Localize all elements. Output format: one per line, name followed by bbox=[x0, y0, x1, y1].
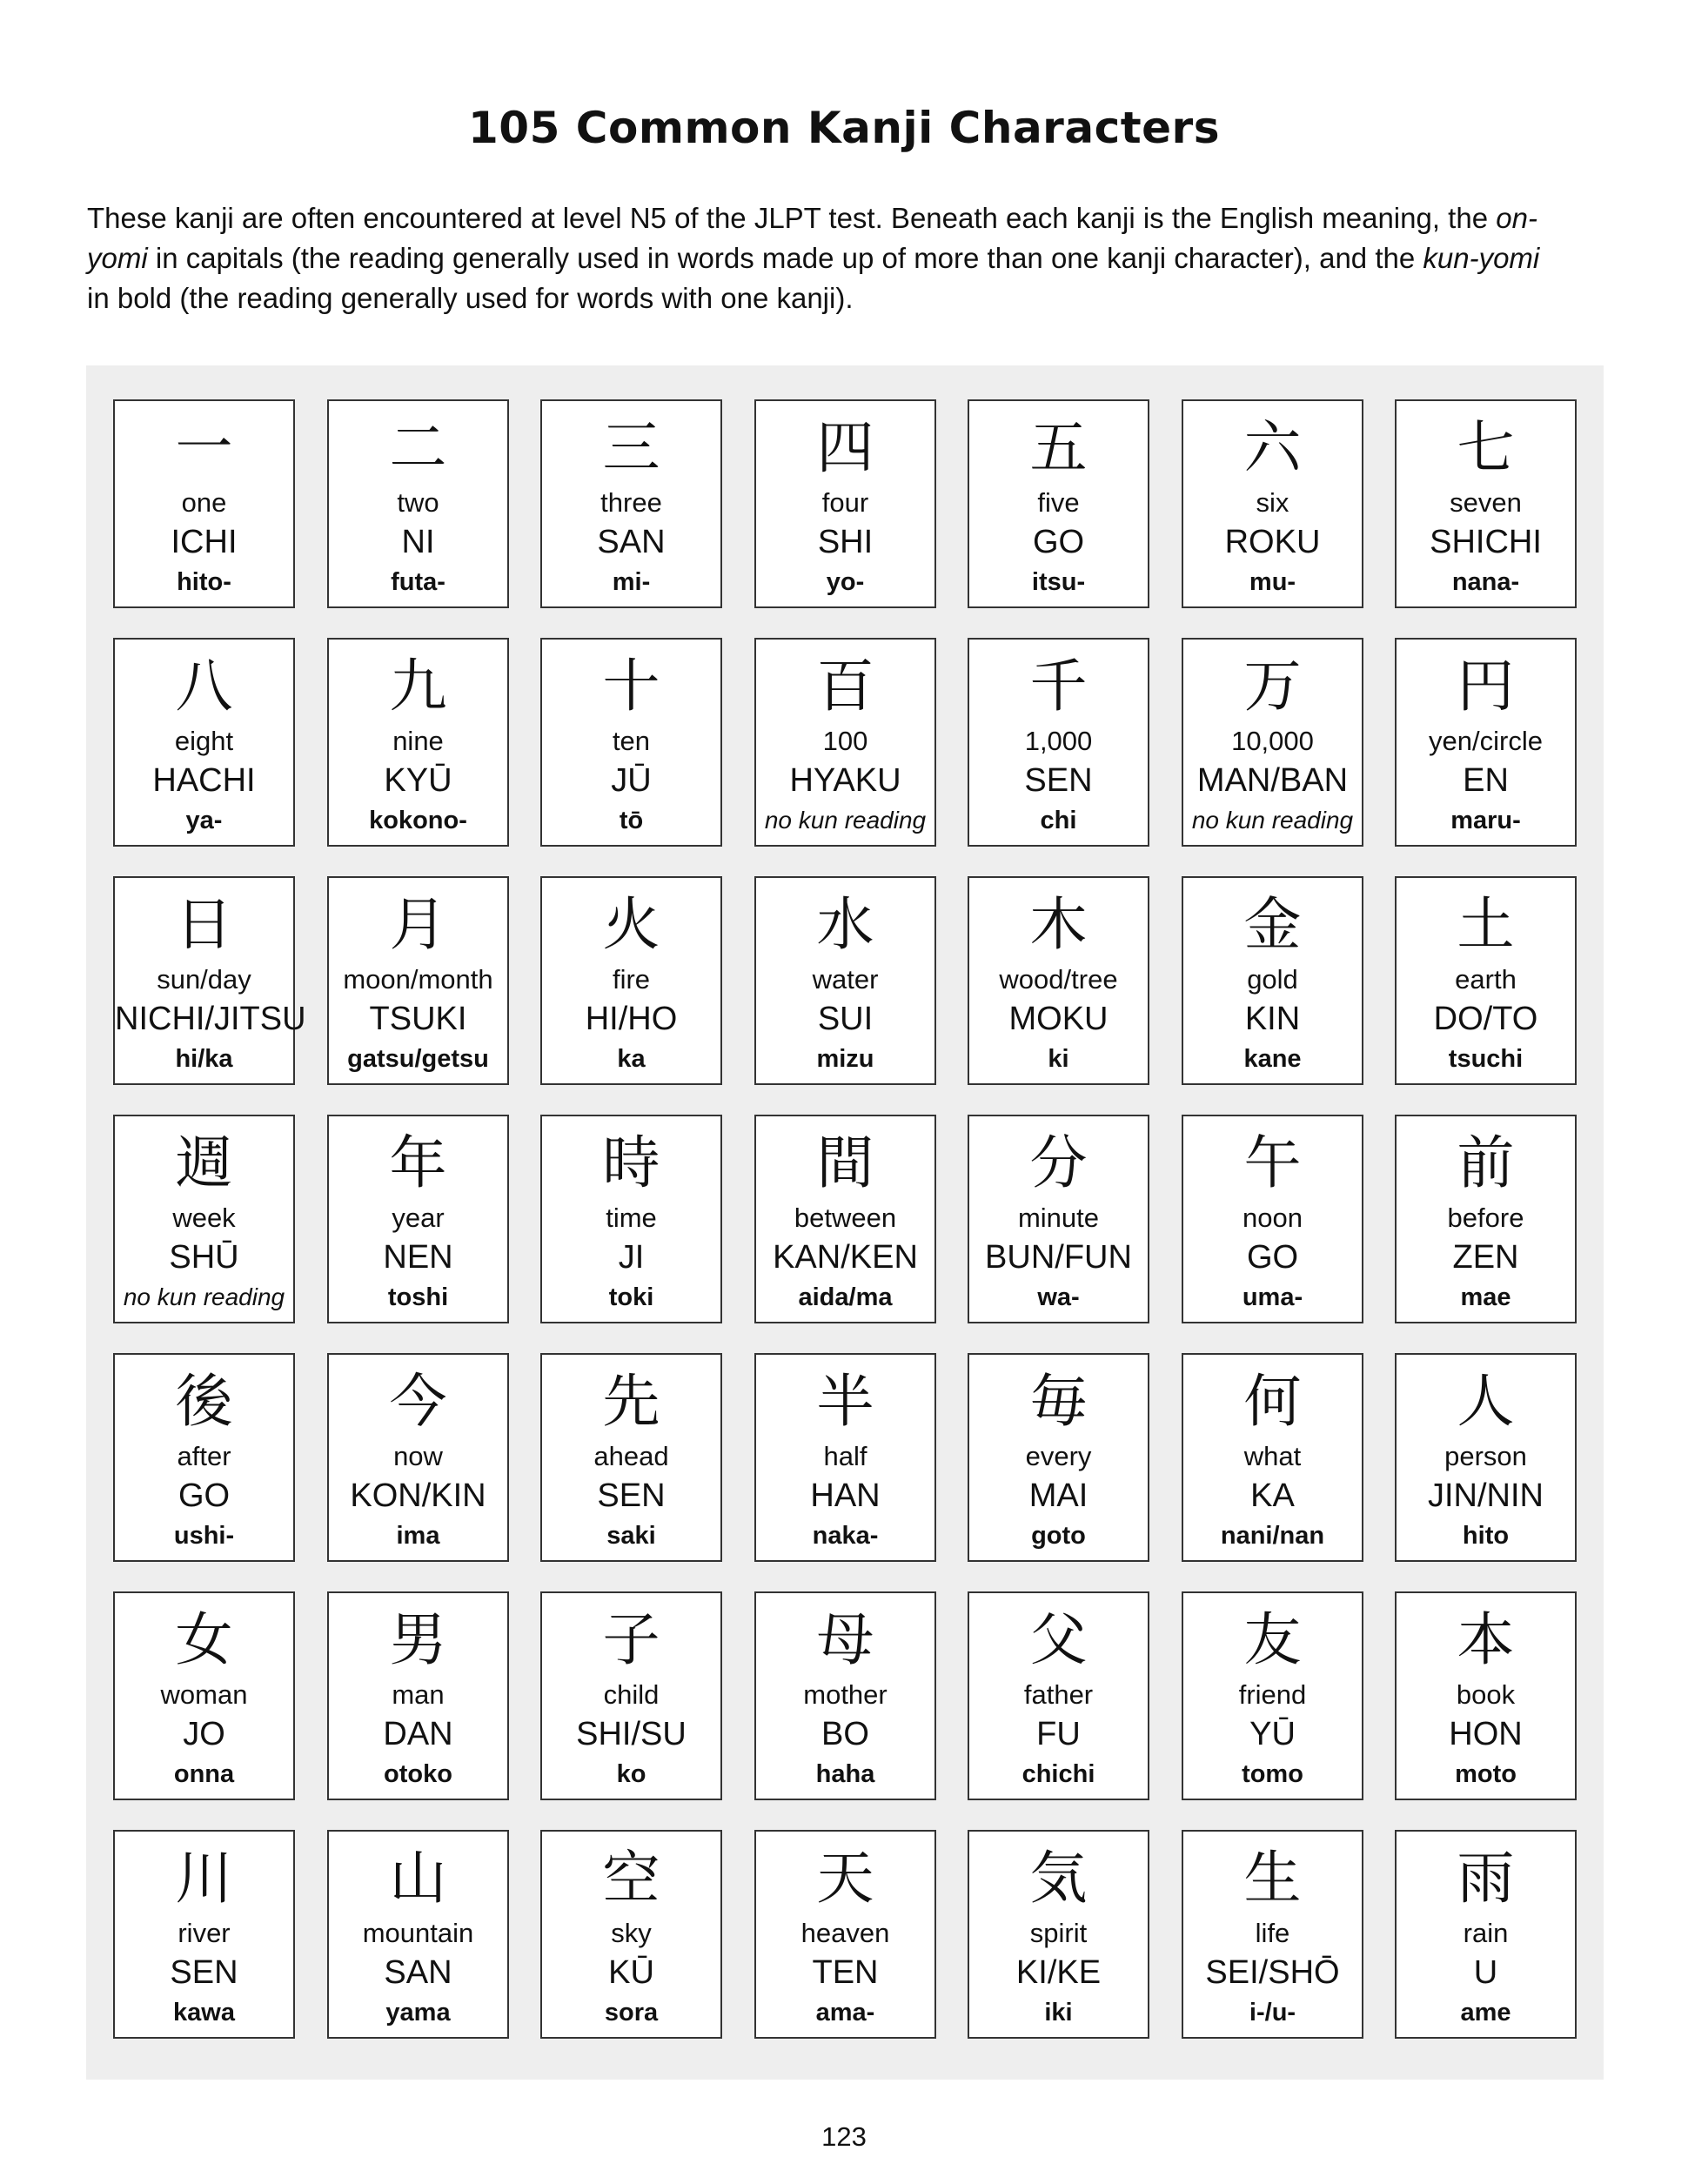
on-yomi-reading: SEI/SHŌ bbox=[1205, 1954, 1340, 1991]
on-yomi-reading: KON/KIN bbox=[350, 1477, 486, 1514]
kanji-meaning: mother bbox=[803, 1679, 888, 1710]
kanji-meaning: seven bbox=[1450, 487, 1522, 518]
kun-yomi-reading: no kun reading bbox=[764, 807, 927, 834]
kanji-meaning: person bbox=[1444, 1441, 1527, 1471]
kun-yomi-reading: haha bbox=[815, 1760, 875, 1788]
kanji-character: 四 bbox=[816, 414, 874, 481]
kanji-meaning: gold bbox=[1247, 964, 1298, 995]
kanji-character: 友 bbox=[1243, 1606, 1302, 1673]
kun-yomi-reading: toshi bbox=[387, 1283, 449, 1311]
kanji-card bbox=[1182, 638, 1363, 847]
on-yomi-reading: GO bbox=[178, 1477, 231, 1514]
kanji-meaning: earth bbox=[1455, 964, 1517, 995]
kanji-card bbox=[113, 399, 295, 608]
kanji-meaning: four bbox=[821, 487, 869, 518]
kun-yomi-reading: mizu bbox=[816, 1045, 874, 1073]
kun-yomi-reading: tō bbox=[619, 807, 644, 834]
on-yomi-reading: SHICHI bbox=[1430, 524, 1542, 560]
on-yomi-reading: KŪ bbox=[608, 1954, 654, 1991]
kun-yomi-reading: itsu- bbox=[1031, 568, 1086, 596]
kanji-character: 午 bbox=[1243, 1129, 1302, 1196]
on-yomi-reading: U bbox=[1473, 1954, 1498, 1991]
kanji-card bbox=[754, 638, 936, 847]
kun-yomi-reading: saki bbox=[606, 1522, 656, 1550]
kanji-meaning: woman bbox=[160, 1679, 248, 1710]
kun-yomi-reading: yo- bbox=[826, 568, 865, 596]
kun-yomi-reading: ame bbox=[1460, 1999, 1511, 2027]
kanji-meaning: rain bbox=[1463, 1918, 1509, 1948]
kun-yomi-reading: ama- bbox=[815, 1999, 875, 2027]
on-yomi-reading: DAN bbox=[383, 1716, 453, 1752]
kanji-character: 前 bbox=[1457, 1129, 1515, 1196]
kanji-card bbox=[327, 1353, 509, 1562]
kun-yomi-reading: no kun reading bbox=[123, 1283, 285, 1310]
kanji-meaning: sun/day bbox=[157, 964, 251, 995]
kanji-card bbox=[754, 1353, 936, 1562]
kun-yomi-reading: toki bbox=[608, 1283, 654, 1311]
kanji-meaning: nine bbox=[392, 726, 444, 756]
kanji-character: 五 bbox=[1029, 414, 1088, 481]
kanji-character: 八 bbox=[175, 653, 233, 720]
kanji-meaning: year bbox=[392, 1203, 445, 1233]
kanji-character: 二 bbox=[389, 414, 447, 481]
kanji-panel bbox=[86, 365, 1604, 2080]
kanji-card bbox=[968, 1115, 1149, 1323]
kun-yomi-reading: aida/ma bbox=[798, 1283, 893, 1311]
kanji-character: 本 bbox=[1457, 1606, 1515, 1673]
kanji-meaning: between bbox=[794, 1203, 897, 1233]
kanji-character: 天 bbox=[816, 1845, 874, 1912]
on-yomi-reading: KYŪ bbox=[384, 762, 452, 799]
kanji-meaning: now bbox=[393, 1441, 443, 1471]
kanji-card bbox=[1395, 1115, 1577, 1323]
on-yomi-reading: KAN/KEN bbox=[773, 1239, 918, 1276]
kanji-card bbox=[327, 638, 509, 847]
on-yomi-reading: JO bbox=[183, 1716, 225, 1752]
kanji-card bbox=[1395, 1591, 1577, 1800]
kanji-meaning: two bbox=[397, 487, 439, 518]
kanji-character: 今 bbox=[389, 1368, 447, 1435]
kun-yomi-reading: hito bbox=[1462, 1522, 1510, 1550]
kun-yomi-reading: onna bbox=[173, 1760, 235, 1788]
kanji-card bbox=[113, 876, 306, 1085]
kanji-character: 火 bbox=[602, 891, 660, 958]
kun-yomi-reading: tsuchi bbox=[1448, 1045, 1524, 1073]
kun-yomi-reading: moto bbox=[1455, 1760, 1517, 1788]
intro-text-2: in capitals (the reading generally used in words made up of more than one kanji character), and the bbox=[147, 242, 1423, 274]
kanji-meaning: ahead bbox=[593, 1441, 669, 1471]
kanji-character: 七 bbox=[1457, 414, 1515, 481]
kanji-character: 時 bbox=[602, 1129, 660, 1196]
kanji-meaning: water bbox=[812, 964, 879, 995]
kanji-card bbox=[113, 1115, 295, 1323]
kanji-meaning: 100 bbox=[822, 726, 868, 756]
kanji-character: 土 bbox=[1457, 891, 1515, 958]
kanji-card bbox=[540, 876, 722, 1085]
kanji-meaning: friend bbox=[1238, 1679, 1307, 1710]
kanji-character: 木 bbox=[1029, 891, 1088, 958]
on-yomi-reading: DO/TO bbox=[1433, 1001, 1538, 1037]
kanji-character: 母 bbox=[816, 1606, 874, 1673]
kanji-card bbox=[968, 1353, 1149, 1562]
on-yomi-term: on-yomi bbox=[87, 202, 1537, 274]
kanji-meaning: spirit bbox=[1029, 1918, 1088, 1948]
kanji-meaning: three bbox=[600, 487, 662, 518]
kanji-character: 十 bbox=[602, 653, 660, 720]
intro-text-3: in bold (the reading generally used for words with one kanji). bbox=[87, 282, 854, 314]
on-yomi-reading: FU bbox=[1036, 1716, 1081, 1752]
kun-yomi-reading: sora bbox=[604, 1999, 659, 2027]
kanji-card bbox=[754, 1591, 936, 1800]
kanji-character: 山 bbox=[389, 1845, 447, 1912]
kun-yomi-reading: mu- bbox=[1249, 568, 1296, 596]
kanji-card bbox=[754, 1115, 936, 1323]
kanji-meaning: fire bbox=[612, 964, 651, 995]
kanji-meaning: ten bbox=[612, 726, 651, 756]
kanji-character: 空 bbox=[602, 1845, 660, 1912]
on-yomi-reading: ZEN bbox=[1452, 1239, 1519, 1276]
kun-yomi-reading: i-/u- bbox=[1249, 1999, 1296, 2027]
kun-yomi-reading: no kun reading bbox=[1191, 807, 1354, 834]
on-yomi-reading: SHI bbox=[817, 524, 874, 560]
kanji-character: 千 bbox=[1029, 653, 1088, 720]
kun-yomi-reading: ko bbox=[616, 1760, 646, 1788]
kanji-card bbox=[540, 1115, 722, 1323]
kanji-character: 間 bbox=[816, 1129, 874, 1196]
on-yomi-reading: KA bbox=[1250, 1477, 1295, 1514]
kanji-card bbox=[754, 399, 936, 608]
on-yomi-reading: KIN bbox=[1244, 1001, 1301, 1037]
kanji-character: 半 bbox=[816, 1368, 874, 1435]
kun-yomi-reading: gatsu/getsu bbox=[347, 1045, 489, 1073]
on-yomi-reading: BO bbox=[821, 1716, 869, 1752]
kun-yomi-reading: nana- bbox=[1451, 568, 1520, 596]
on-yomi-reading: YŪ bbox=[1249, 1716, 1296, 1752]
on-yomi-reading: NEN bbox=[383, 1239, 453, 1276]
intro-text-1: These kanji are often encountered at level N5 of the JLPT test. Beneath each kanji is the English meaning, the bbox=[87, 202, 1497, 234]
kun-yomi-reading: maru- bbox=[1450, 807, 1521, 834]
kun-yomi-reading: kokono- bbox=[369, 807, 467, 834]
kanji-card bbox=[327, 1830, 509, 2039]
kanji-character: 百 bbox=[816, 653, 874, 720]
on-yomi-reading: MAN/BAN bbox=[1196, 762, 1349, 799]
on-yomi-reading: JI bbox=[618, 1239, 645, 1276]
kanji-character: 九 bbox=[389, 653, 447, 720]
kanji-card bbox=[1182, 1353, 1363, 1562]
kun-yomi-reading: tomo bbox=[1242, 1760, 1303, 1788]
kun-yomi-reading: uma- bbox=[1242, 1283, 1303, 1311]
on-yomi-reading: TSUKI bbox=[369, 1001, 467, 1037]
kanji-card bbox=[113, 638, 295, 847]
kanji-meaning: father bbox=[1023, 1679, 1094, 1710]
kanji-card bbox=[1182, 876, 1363, 1085]
kanji-character: 気 bbox=[1029, 1845, 1088, 1912]
kanji-card bbox=[540, 638, 722, 847]
kanji-card bbox=[1395, 638, 1577, 847]
kanji-meaning: minute bbox=[1017, 1203, 1100, 1233]
kanji-character: 雨 bbox=[1457, 1845, 1515, 1912]
kanji-card bbox=[540, 1353, 722, 1562]
on-yomi-reading: ROKU bbox=[1224, 524, 1321, 560]
kun-yomi-reading: chi bbox=[1040, 807, 1077, 834]
kanji-character: 一 bbox=[175, 414, 233, 481]
kun-yomi-reading: mi- bbox=[612, 568, 651, 596]
kanji-meaning: 1,000 bbox=[1024, 726, 1093, 756]
on-yomi-reading: HYAKU bbox=[789, 762, 901, 799]
kanji-character: 人 bbox=[1457, 1368, 1515, 1435]
kanji-card bbox=[1182, 1830, 1363, 2039]
kanji-meaning: man bbox=[392, 1679, 445, 1710]
kun-yomi-reading: futa- bbox=[391, 568, 445, 596]
kun-yomi-reading: ushi- bbox=[173, 1522, 235, 1550]
kun-yomi-reading: ka bbox=[617, 1045, 646, 1073]
on-yomi-reading: HAN bbox=[810, 1477, 881, 1514]
on-yomi-reading: KI/KE bbox=[1015, 1954, 1102, 1991]
on-yomi-reading: SAN bbox=[384, 1954, 452, 1991]
on-yomi-reading: JŪ bbox=[611, 762, 652, 799]
kanji-card bbox=[1395, 1353, 1577, 1562]
on-yomi-reading: TEN bbox=[812, 1954, 879, 1991]
on-yomi-reading: EN bbox=[1463, 762, 1509, 799]
kanji-meaning: heaven bbox=[800, 1918, 890, 1948]
kun-yomi-reading: hi/ka bbox=[175, 1045, 233, 1073]
kanji-meaning: mountain bbox=[362, 1918, 474, 1948]
kun-yomi-reading: ima bbox=[396, 1522, 440, 1550]
kanji-meaning: before bbox=[1447, 1203, 1524, 1233]
kun-yomi-reading: wa- bbox=[1037, 1283, 1080, 1311]
on-yomi-reading: MOKU bbox=[1008, 1001, 1109, 1037]
kun-yomi-reading: naka- bbox=[812, 1522, 879, 1550]
kanji-card bbox=[327, 399, 509, 608]
kanji-card bbox=[113, 1353, 295, 1562]
kanji-character: 万 bbox=[1243, 653, 1302, 720]
kun-yomi-reading: yama bbox=[385, 1999, 451, 2027]
kun-yomi-reading: kane bbox=[1243, 1045, 1302, 1073]
on-yomi-reading: SHŪ bbox=[169, 1239, 239, 1276]
on-yomi-reading: JIN/NIN bbox=[1428, 1477, 1544, 1514]
kanji-meaning: river bbox=[178, 1918, 231, 1948]
on-yomi-reading: SEN bbox=[170, 1954, 238, 1991]
kanji-card bbox=[1395, 399, 1577, 608]
kanji-meaning: week bbox=[172, 1203, 236, 1233]
intro-paragraph bbox=[87, 198, 1566, 318]
on-yomi-reading: HON bbox=[1449, 1716, 1523, 1752]
kanji-character: 三 bbox=[602, 414, 660, 481]
on-yomi-reading: ICHI bbox=[171, 524, 238, 560]
kanji-card bbox=[968, 1591, 1149, 1800]
kanji-card bbox=[968, 638, 1149, 847]
kun-yomi-reading: nani/nan bbox=[1220, 1522, 1325, 1550]
kanji-meaning: book bbox=[1456, 1679, 1516, 1710]
kanji-character: 後 bbox=[175, 1368, 233, 1435]
on-yomi-reading: SEN bbox=[1024, 762, 1093, 799]
on-yomi-reading: SEN bbox=[597, 1477, 666, 1514]
kanji-character: 年 bbox=[389, 1129, 447, 1196]
kanji-character: 金 bbox=[1243, 891, 1302, 958]
kanji-character: 週 bbox=[175, 1129, 233, 1196]
kanji-character: 子 bbox=[602, 1606, 660, 1673]
kanji-card bbox=[1395, 1830, 1577, 2039]
kanji-character: 毎 bbox=[1029, 1368, 1088, 1435]
kanji-character: 先 bbox=[602, 1368, 660, 1435]
kanji-meaning: six bbox=[1256, 487, 1289, 518]
kanji-card bbox=[968, 399, 1149, 608]
kanji-card bbox=[327, 876, 509, 1085]
kanji-card bbox=[1182, 399, 1363, 608]
kanji-meaning: 10,000 bbox=[1231, 726, 1314, 756]
kanji-card bbox=[540, 399, 722, 608]
kanji-card bbox=[113, 1591, 295, 1800]
page-title: 105 Common Kanji Characters bbox=[468, 103, 1220, 153]
kun-yomi-reading: kawa bbox=[173, 1999, 235, 2027]
kanji-meaning: moon/month bbox=[343, 964, 493, 995]
kanji-character: 水 bbox=[816, 891, 874, 958]
kanji-card bbox=[1395, 876, 1577, 1085]
kun-yomi-reading: ki bbox=[1048, 1045, 1069, 1073]
kanji-meaning: yen/circle bbox=[1429, 726, 1543, 756]
kanji-card bbox=[968, 1830, 1149, 2039]
kanji-character: 生 bbox=[1243, 1845, 1302, 1912]
kanji-character: 円 bbox=[1457, 653, 1515, 720]
kanji-meaning: eight bbox=[174, 726, 234, 756]
kanji-character: 男 bbox=[389, 1606, 447, 1673]
kun-yomi-reading: iki bbox=[1044, 1999, 1073, 2027]
kanji-card bbox=[540, 1591, 722, 1800]
kun-yomi-reading: ya- bbox=[185, 807, 223, 834]
kanji-meaning: after bbox=[177, 1441, 231, 1471]
kanji-card bbox=[968, 876, 1149, 1085]
kun-yomi-reading: otoko bbox=[384, 1760, 452, 1788]
kanji-grid bbox=[113, 399, 1578, 2039]
kanji-meaning: half bbox=[823, 1441, 867, 1471]
kanji-meaning: child bbox=[603, 1679, 660, 1710]
kanji-card bbox=[113, 1830, 295, 2039]
kun-yomi-reading: hito- bbox=[177, 568, 231, 596]
kanji-meaning: wood/tree bbox=[999, 964, 1118, 995]
kanji-meaning: five bbox=[1037, 487, 1080, 518]
kanji-character: 女 bbox=[175, 1606, 233, 1673]
kanji-meaning: what bbox=[1243, 1441, 1302, 1471]
kanji-meaning: every bbox=[1025, 1441, 1092, 1471]
kanji-card bbox=[327, 1115, 509, 1323]
kanji-character: 日 bbox=[175, 891, 233, 958]
on-yomi-reading: HACHI bbox=[152, 762, 256, 799]
kanji-meaning: noon bbox=[1243, 1203, 1303, 1233]
kanji-card bbox=[327, 1591, 509, 1800]
kanji-meaning: time bbox=[606, 1203, 657, 1233]
kanji-character: 六 bbox=[1243, 414, 1302, 481]
kun-yomi-reading: mae bbox=[1460, 1283, 1511, 1311]
kanji-character: 川 bbox=[175, 1845, 233, 1912]
kanji-character: 月 bbox=[389, 891, 447, 958]
kun-yomi-reading: goto bbox=[1031, 1522, 1086, 1550]
on-yomi-reading: SUI bbox=[817, 1001, 874, 1037]
kun-yomi-term: kun-yomi bbox=[1423, 242, 1540, 274]
on-yomi-reading: GO bbox=[1032, 524, 1085, 560]
kun-yomi-reading: chichi bbox=[1022, 1760, 1095, 1788]
kanji-meaning: one bbox=[181, 487, 227, 518]
kanji-card bbox=[1182, 1591, 1363, 1800]
kanji-character: 分 bbox=[1029, 1129, 1088, 1196]
kanji-card bbox=[540, 1830, 722, 2039]
on-yomi-reading: MAI bbox=[1028, 1477, 1088, 1514]
kanji-character: 何 bbox=[1243, 1368, 1302, 1435]
on-yomi-reading: HI/HO bbox=[585, 1001, 678, 1037]
kanji-card bbox=[1182, 1115, 1363, 1323]
kanji-character: 父 bbox=[1029, 1606, 1088, 1673]
kanji-meaning: sky bbox=[611, 1918, 652, 1948]
on-yomi-reading: SAN bbox=[597, 524, 666, 560]
on-yomi-reading: GO bbox=[1246, 1239, 1299, 1276]
page-number: 123 bbox=[821, 2121, 867, 2152]
on-yomi-reading: BUN/FUN bbox=[985, 1239, 1132, 1276]
kanji-meaning: life bbox=[1255, 1918, 1290, 1948]
on-yomi-reading: SHI/SU bbox=[576, 1716, 687, 1752]
on-yomi-reading: NI bbox=[401, 524, 435, 560]
kanji-card bbox=[754, 1830, 936, 2039]
on-yomi-reading: NICHI/JITSU bbox=[115, 1001, 306, 1037]
kanji-card bbox=[754, 876, 936, 1085]
